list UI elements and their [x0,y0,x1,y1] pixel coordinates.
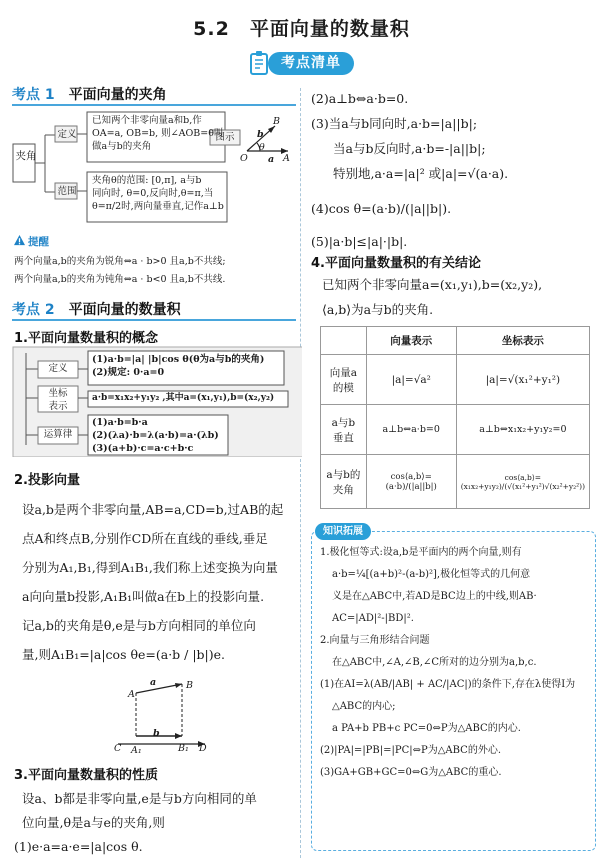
section-banner [248,50,358,77]
fig-vector-a: a [268,154,275,165]
angle-range-text: 夹角θ的范围: [0,π], a与b 同向时, θ=0,反向时,θ=π,当 θ=π/2时,两向量垂直,记作a⊥b [92,175,224,212]
property-5: (5)|a·b|≤|a|·|b|. [311,234,408,249]
properties-continued [311,86,596,254]
fig-point-B: B [273,116,280,127]
table-row: 向量a 的模 |a|=√a² |a|=√(x₁²+y₁²) [321,355,590,405]
table-header-row: 向量表示 坐标表示 [321,327,590,355]
property-4: (4)cos θ=(a·b)/(|a||b|). [311,201,452,216]
warning-icon [14,235,25,246]
table-row: a与b 垂直 a⊥b⇔a·b=0 a⊥b⇔x₁x₂+y₁y₂=0 [321,405,590,455]
s1-law-text: (1)a·b=b·a (2)(λa)·b=λ(a·b)=a·(λb) (3)(a+b)·c=a·c+b·c [92,417,219,454]
page-title: 5.2 平面向量的数量积 [193,18,410,40]
s3-text: 设a、b都是非零向量,e是与b方向相同的单 位向量,θ是a与e的夹角,则 (1)e·a=a·e=|a|cos θ. [14,791,257,854]
banner-label: 考点清单 [268,52,354,75]
proj-fig-D: D [199,743,207,754]
fig-vector-b: b [257,129,264,140]
angle-root-label: 夹角 [15,150,37,162]
table-row: a与b的 夹角 cos⟨a,b⟩=(a·b)/(|a||b|) cos⟨a,b⟩=(x₁x₂+y₁y₂)/(√(x₁²+y₁²)√(x₂²+y₂²)) [321,455,590,509]
proj-fig-A: A [128,689,135,700]
fig-theta: θ [259,142,265,153]
kd1-tag: 考点 1 [12,87,55,103]
property-3c: 特别地,a·a=|a|² 或|a|=√(a·a). [333,166,509,181]
proj-fig-a: a [150,677,157,688]
kd1-title: 平面向量的夹角 [68,87,167,103]
extension-text: 1.极化恒等式:设a,b是平面内的两个向量,则有 a·b=¼[(a+b)²-(a-b)²],极化恒等式的几何意 义是在△ABC中,若AD是BC边上的中线,则AB· AC=|AD|²-|BD|². 2.向量与三角形结合问题 在△ABC中,∠A,∠B,∠C所对的边分别为a,b,c. (1)在AI=λ(AB/|AB| + AC/|AC|)的条件下,存在λ使得I为 △ABC的内心; a PA+b PB+c PC=0⇔P为△ABC的内心. (2)|PA|=|PB|=|PC|⇔P为△ABC的外心. (3)GA+GB+GC=0⇔G为△ABC的重心. [320,547,576,778]
proj-fig-B: B [186,680,193,691]
section-heading-kd1 [12,84,296,106]
s1-law-label: 运算律 [43,429,73,440]
s3-heading: 3.平面向量数量积的性质 [14,768,158,783]
s1-coord-text: a·b=x₁x₂+y₁y₂ ,其中a=(x₁,y₁),b=(x₂,y₂) [92,393,275,403]
knowledge-extension-box [311,531,596,851]
kd2-title: 平面向量的数量积 [68,302,181,318]
conclusion-table [320,326,590,509]
angle-def-text: 已知两个非零向量a和b,作 OA=a, OB=b, 则∠AOB=θ叫 做a与b的夹角 [92,115,224,152]
proj-fig-A1: A₁ [131,745,142,756]
s2-text: 设a,b是两个非零向量,AB=a,CD=b,过AB的起 点A和终点B,分别作CD所在直线的垂线,垂足 分别为A₁,B₁,得到A₁B₁,我们称上述变换为向量 a向向量b投影,A₁B₁叫做a在b上的投影向量. 记a,b的夹角是θ,e是与b方向相同的单位向 量,则A₁B₁=|a|cos θe=(a·b / |b|)e. [22,502,284,662]
angle-range-label: 范围 [57,186,77,197]
s4-heading: 4.平面向量数量积的有关结论 [311,256,481,271]
knowledge-extension-tag: 知识拓展 [315,523,371,540]
proj-fig-C: C [114,743,122,754]
s2-heading: 2.投影向量 [14,473,80,488]
s1-def-text: (1)a·b=|a| |b|cos θ(θ为a与b的夹角) (2)规定: 0·a=0 [92,354,265,378]
s4-text: 已知两个非零向量a=(x₁,y₁),b=(x₂,y₂), ⟨a,b⟩为a与b的夹角. [322,277,543,317]
property-3a: (3)当a与b同向时,a·b=|a||b|; [311,116,478,131]
column-divider [300,88,301,858]
fig-point-A: A [283,153,290,164]
fig-point-O: O [240,153,248,164]
property-3b: 当a与b反向时,a·b=-|a||b|; [333,141,486,156]
s1-coord-label: 坐标 表示 [48,388,68,412]
proj-fig-b: b [153,728,160,739]
s1-def-label: 定义 [48,363,68,374]
proj-fig-B1: B₁ [178,743,189,754]
section-heading-kd2 [12,299,296,321]
angle-def-label: 定义 [57,129,77,140]
tip-heading: 提醒 [14,234,49,249]
s1-heading: 1.平面向量数量积的概念 [14,331,158,346]
angle-fig-label: 图示 [215,132,235,143]
tip-text: 两个向量a,b的夹角为锐角⇔a · b>0 且a,b不共线; 两个向量a,b的夹角为钝角⇔a · b<0 且a,b不共线. [14,256,226,285]
property-2: (2)a⊥b⇔a·b=0. [311,91,409,106]
kd2-tag: 考点 2 [12,302,55,318]
